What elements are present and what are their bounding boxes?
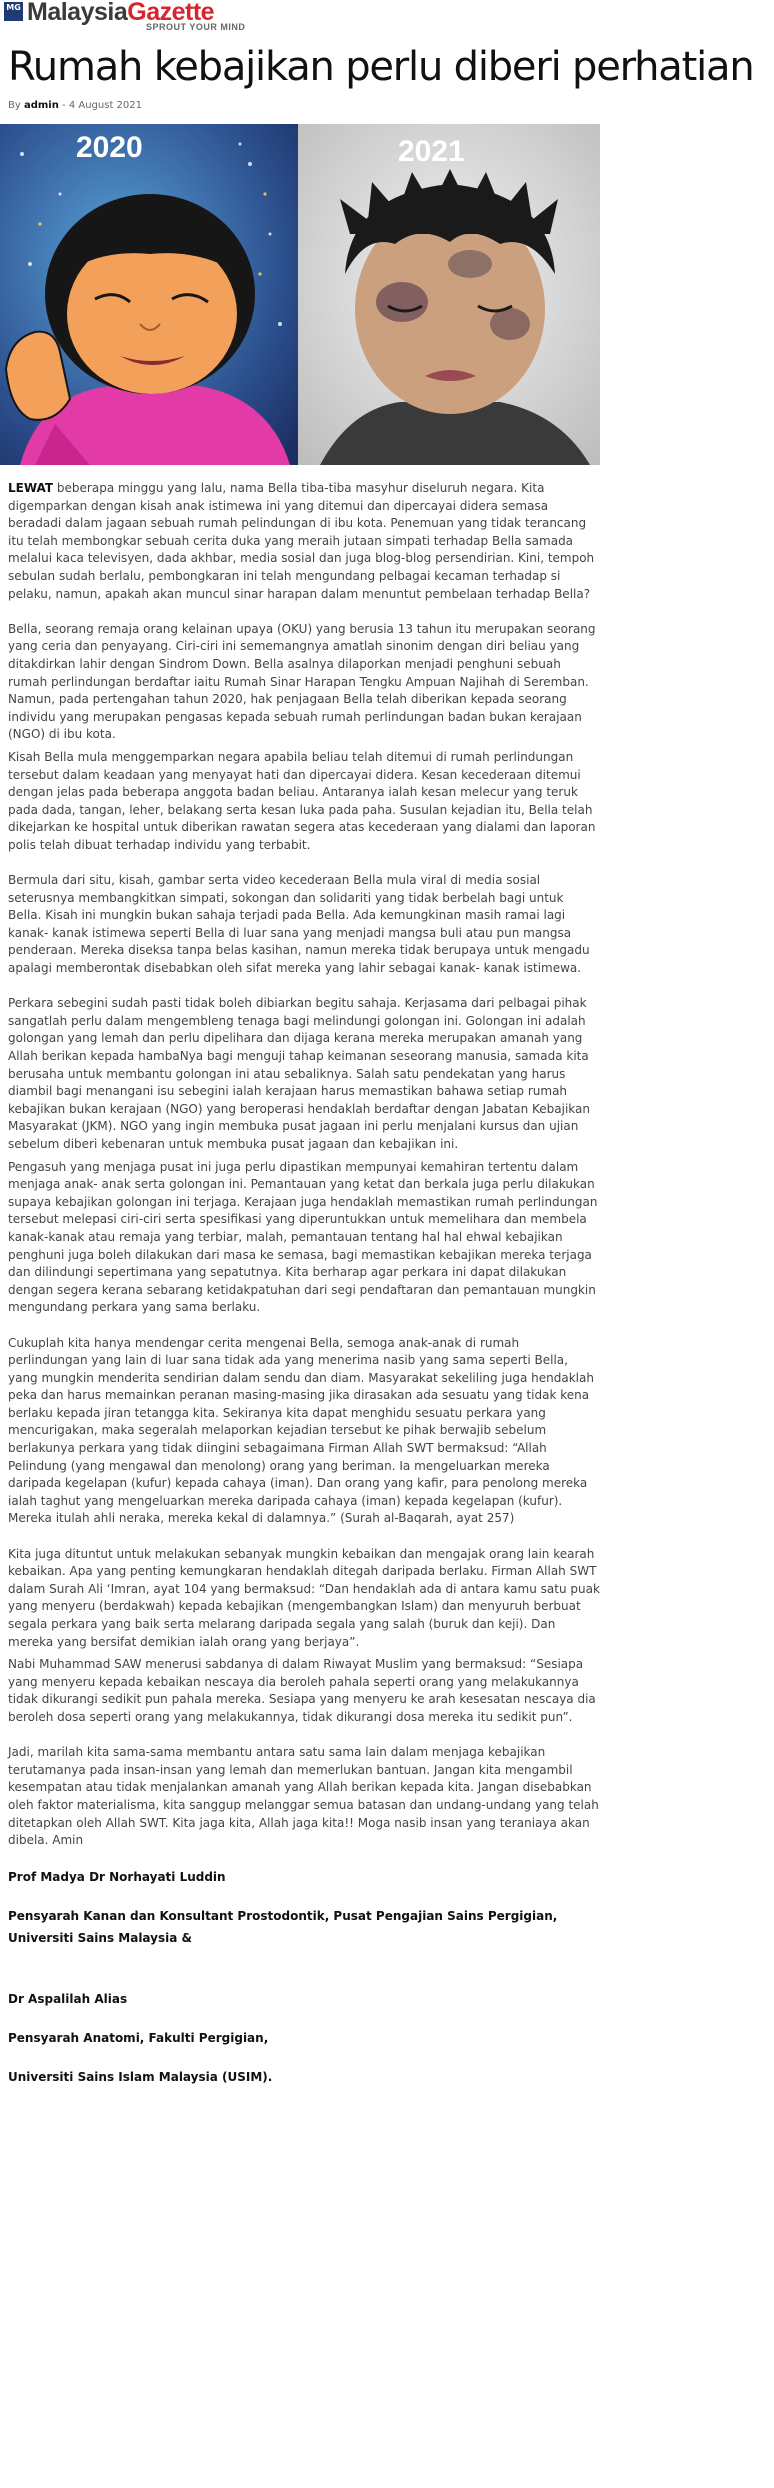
article-title: Rumah kebajikan perlu diberi perhatian — [8, 44, 754, 90]
lead-word: LEWAT — [8, 481, 54, 495]
paragraph-3: Kisah Bella mula menggemparkan negara apabila beliau telah ditemui di rumah perlindungan tersebut dalam keadaan yang menyayat hati dan dipercayai didera. Kesan kecederaan ditemui dengan jelas pada beberapa anggota badan beliau. Antaranya ialah kesan melecur yang teruk pada dada, tangan, leher, belakang serta kesan luka pada paha. Susulan kejadian itu, Bella telah dikejarkan ke hospital untuk diberikan rawatan segera atas kecederaan yang dialami dan laporan polis telah dibuat terhadap individu yang terbabit. — [8, 749, 596, 852]
logo-left: Malaysia — [27, 0, 128, 26]
byline — [8, 100, 142, 111]
signature-author2-title-line2: Universiti Sains Islam Malaysia (USIM). — [8, 2069, 273, 2084]
article-body — [8, 480, 600, 2106]
paragraph-10: Jadi, marilah kita sama-sama membantu antara satu sama lain dalam menjaga kebajikan terutamanya pada insan-insan yang lemah dan memerlukan bantuan. Jangan kita mengambil kesempatan atau tidak menjalankan amanah yang Allah berikan kepada kita. Jangan disebabkan oleh faktor materialisma, kita sanggup melanggar semua batasan dan undang-undang yang telah ditetapkan oleh Allah SWT. Kita jaga kita, Allah jaga kita!! Moga nasib insan yang teraniaya akan dibela. Amin — [8, 1745, 599, 1848]
signature-spacer — [8, 1967, 600, 1989]
signature-author1-title: Pensyarah Kanan dan Konsultant Prostodontik, Pusat Pengajian Sains Pergigian, Universiti Sains Malaysia & — [8, 1909, 558, 1945]
signature-author1-name: Prof Madya Dr Norhayati Luddin — [8, 1870, 226, 1885]
byline-separator: - — [62, 100, 66, 111]
author-link[interactable]: admin — [23, 100, 59, 111]
logo-mark: MG — [4, 2, 23, 21]
paragraph-2: Bella, seorang remaja orang kelainan upaya (OKU) yang berusia 13 tahun itu merupakan seorang yang ceria dan penyayang. Ciri-ciri ini sememangnya amatlah sinonim dengan diri beliau yang ditakdirkan lahir dengan Sindrom Down. Bella asalnya dilaporkan menjadi penghuni sebuah rumah perlindungan berdaftar iaitu Rumah Sinar Harapan Tengku Ampuan Najihah di Seremban. Namun, pada pertengahan tahun 2020, hak penjagaan Bella telah diberikan kepada seorang individu yang merupakan pengasas kepada sebuah rumah perlindungan badan bukan kerajaan (NGO) di ibu kota. — [8, 621, 596, 742]
paragraph-1 — [8, 480, 600, 603]
paragraph-1-text: beberapa minggu yang lalu, nama Bella tiba-tiba masyhur diseluruh negara. Kita digemparkan dengan kisah anak istimewa ini yang ditemui dan dipercayai didera semasa beradadi dalam jagaan sebuah rumah pelindungan di ibu kota. Penemuan yang tidak terancang itu telah membongkar sebuah cerita duka yang meraih jutaan simpati terhadap Bella samada melalui kaca televisyen, dada akhbar, media sosial dan juga blog-blog persendirian. Kini, tempoh sebulan sudah berlalu, pembongkaran ini telah mengundang pelbagai kecaman terhadap si pelaku, namun, apakah akan muncul sinar harapan dalam menuntut pembelaan terhadap Bella? — [8, 481, 595, 601]
publish-date: 4 August 2021 — [68, 100, 142, 111]
paragraph-6: Pengasuh yang menjaga pusat ini juga perlu dipastikan mempunyai kemahiran tertentu dalam menjaga anak- anak serta golongan ini. Pemantauan yang ketat dan berkala juga perlu dilakukan supaya kebajikan golongan ini terjaga. Kerajaan juga hendaklah memastikan rumah perlindungan tersebut melepasi ciri-ciri serta spesifikasi yang diperuntukkan untuk memelihara dan membela kanak-kanak atau remaja yang terbiar, malah, pemantauan tentang hal hal ehwal kebajikan penghuni juga boleh dilakukan dari masa ke semasa, bagi memastikan kebajikan mereka terjaga dan dilindungi sepertimana yang sepatutnya. Kita berharap agar perkara ini dapat dilakukan dengan segera kerana sebarang ketidakpatuhan dari segi pendaftaran dan pemantauan mungkin mengundang perkara yang sama berlaku. — [8, 1159, 598, 1315]
logo-right: Gazette — [127, 0, 215, 26]
signature-author2-name: Dr Aspalilah Alias — [8, 1991, 128, 2006]
signature-author2-title-line1: Pensyarah Anatomi, Fakulti Pergigian, — [8, 2030, 269, 2045]
image-label-right: 2021 — [398, 135, 465, 168]
paragraph-7: Cukuplah kita hanya mendengar cerita mengenai Bella, semoga anak-anak di rumah perlindungan yang lain di luar sana tidak ada yang menerima nasib yang sama seperti Bella, yang mungkin menderita sendirian dalam sendu dan diam. Masyarakat sekeliling juga hendaklah peka dan harus memainkan peranan masing-masing jika dirasakan ada sesuatu yang tidak kena berlaku kepada jiran tetangga kita. Sekiranya kita dapat menghidu sesuatu perkara yang mencurigakan, maka segeralah melaporkan kejadian tersebut ke pihak berwajib sebelum berlakunya perkara yang tidak diingini sebagaimana Firman Allah SWT bermaksud: “Allah Pelindung (yang mengawal dan menolong) orang yang beriman. Ia mengeluarkan mereka daripada kegelapan (kufur) kepada cahaya (iman). Dan orang yang kafir, para penolong mereka ialah taghut yang mengeluarkan mereka daripada cahaya (iman) kepada kegelapan (kufur). Mereka itulah ahli neraka, mereka kekal di dalamnya.” (Surah al-Baqarah, ayat 257) — [8, 1335, 594, 1526]
paragraph-9: Nabi Muhammad SAW menerusi sabdanya di dalam Riwayat Muslim yang bermaksud: “Sesiapa yang menyeru kepada kebaikan nescaya dia beroleh pahala seperti orang yang melakukannya tidak dikurangi sedikit pun pahala mereka. Sesiapa yang menyeru ke arah kesesatan nescaya dia beroleh dosa seperti orang yang melakukannya, tidak dikurangi dosa mereka itu sedikit pun”. — [8, 1657, 596, 1724]
paragraph-8: Kita juga dituntut untuk melakukan sebanyak mungkin kebaikan dan mengajak orang lain kearah kebaikan. Apa yang penting kemungkaran hendaklah ditegah daripada berlaku. Firman Allah SWT dalam Surah Ali ‘Imran, ayat 104 yang bermaksud: “Dan hendaklah ada di antara kamu satu puak yang menyeru (berdakwah) kepada kebajikan (mengembangkan Islam) dan menyuruh berbuat segala perkara yang baik serta melarang daripada segala yang salah (buruk dan keji). Dan mereka yang bersifat demikian ialah orang yang berjaya”. — [8, 1546, 600, 1649]
byline-prefix: By — [8, 100, 21, 111]
image-label-left: 2020 — [76, 131, 143, 164]
site-logo[interactable] — [4, 0, 244, 36]
paragraph-5: Perkara sebegini sudah pasti tidak boleh dibiarkan begitu sahaja. Kerjasama dari pelbagai pihak sangatlah perlu dalam mengembleng tenaga bagi melindungi golongan ini. Golongan ini adalah golongan yang lemah dan perlu dipelihara dan dijaga kerana mereka merupakan amanah yang Allah berikan kepada hambaNya bagi menguji tahap keimanan seseorang manusia, samada kita berusaha untuk membantu golongan ini atau sebaliknya. Salah satu pendekatan yang harus diambil bagi menangani isu sebegini ialah kerajaan harus memastikan bahawa setiap rumah kebajikan bukan kerajaan (NGO) yang beroperasi hendaklah berdaftar dengan Jabatan Kebajikan Masyarakat (JKM). NGO yang ingin membuka pusat jagaan ini perlu menjalani kursus dan ujian sebelum diberi kebenaran untuk membuka pusat jagaan dan kebajikan ini. — [8, 996, 590, 1151]
logo-tagline: SPROUT YOUR MIND — [146, 22, 246, 32]
article-hero-image — [0, 124, 600, 465]
paragraph-4: Bermula dari situ, kisah, gambar serta video kecederaan Bella mula viral di media sosial seterusnya membangkitkan simpati, sokongan dan solidariti yang tidak berbelah bagi untuk Bella. Kisah ini mungkin bukan sahaja terjadi pada Bella. Ada kemungkinan masih ramai lagi kanak- kanak istimewa seperti Bella di luar sana yang menjadi mangsa buli atau pun mangsa penderaan. Mereka diseksa tanpa belas kasihan, namun mereka tidak berupaya untuk mengadu apalagi memberontak disebabkan oleh sifat mereka yang lahir sebagai kanak- kanak istimewa. — [8, 873, 590, 976]
author-signature — [8, 1867, 600, 2088]
